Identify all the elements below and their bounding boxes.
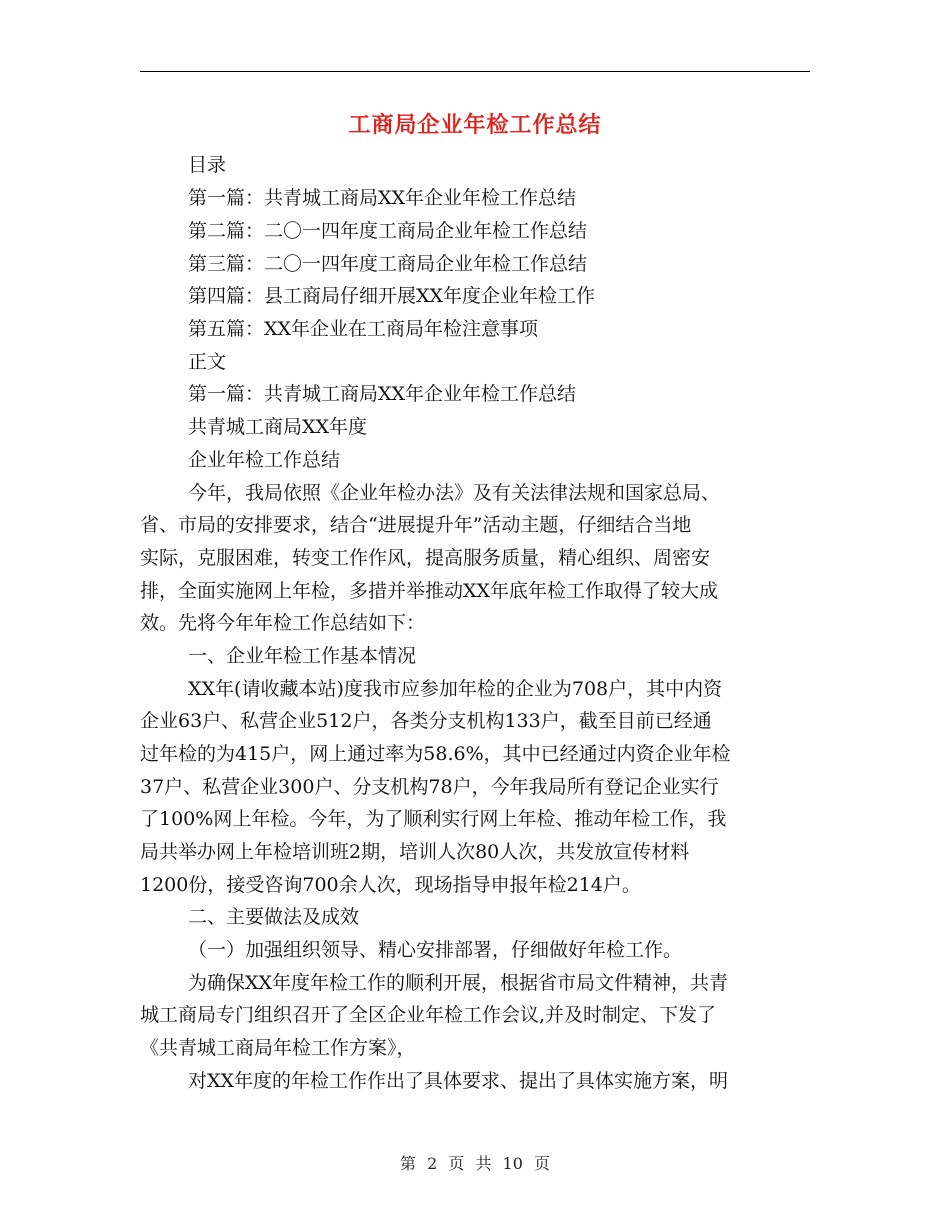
toc-item: 第三篇：二〇一四年度工商局企业年检工作总结	[188, 253, 588, 275]
toc-heading: 目录	[188, 154, 227, 176]
chapter-title: 第一篇：共青城工商局XX年企业年检工作总结	[188, 383, 577, 405]
paragraph-line: 省、市局的安排要求，结合“进展提升年”活动主题，仔细结合当地	[140, 514, 692, 536]
document-title: 工商局企业年检工作总结	[348, 113, 602, 138]
paragraph-line: 实际，克服困难，转变工作作风，提高服务质量，精心组织、周密安	[140, 547, 711, 569]
paragraph-line: 为确保XX年度年检工作的顺利开展，根据省市局文件精神，共青	[188, 972, 729, 994]
paragraph-line: 企业63户、私营企业512户，各类分支机构133户，截至目前已经通	[140, 710, 712, 732]
paragraph-line: 排，全面实施网上年检，多措并举推动XX年底年检工作取得了较大成	[140, 580, 719, 602]
paragraph-line: 城工商局专门组织召开了全区企业年检工作会议,并及时制定、下发了	[140, 1004, 717, 1026]
paragraph-line: 37户、私营企业300户、分支机构78户，今年我局所有登记企业实行	[140, 776, 719, 798]
paragraph-line: XX年(请收藏本站)度我市应参加年检的企业为708户，其中内资	[188, 678, 723, 700]
paragraph-line: 对XX年度的年检工作作出了具体要求、提出了具体实施方案，明	[188, 1070, 729, 1092]
section-heading: 一、企业年检工作基本情况	[188, 645, 417, 667]
paragraph-line: 效。先将今年年检工作总结如下：	[140, 612, 426, 634]
subtitle-line: 共青城工商局XX年度	[188, 416, 368, 438]
paragraph-line: 过年检的为415户，网上通过率为58.6%，其中已经通过内资企业年检	[140, 743, 731, 765]
paragraph-line: 今年，我局依照《企业年检办法》及有关法律法规和国家总局、	[188, 482, 721, 504]
paragraph-line: 《共青城工商局年检工作方案》，	[140, 1037, 416, 1059]
subtitle-line: 企业年检工作总结	[188, 449, 341, 471]
header-rule	[140, 71, 810, 72]
toc-item: 第四篇：县工商局仔细开展XX年度企业年检工作	[188, 285, 596, 307]
page-number: 第 2 页 共 10 页	[400, 1154, 550, 1173]
toc-item: 第二篇：二〇一四年度工商局企业年检工作总结	[188, 220, 588, 242]
toc-item: 第一篇：共青城工商局XX年企业年检工作总结	[188, 187, 577, 209]
paragraph-line: 1200份，接受咨询700余人次，现场指导申报年检214户。	[140, 874, 641, 896]
toc-item: 第五篇：XX年企业在工商局年检注意事项	[188, 318, 539, 340]
section-heading: 二、主要做法及成效	[188, 906, 360, 928]
paragraph-line: 局共举办网上年检培训班2期，培训人次80人次，共发放宣传材料	[140, 841, 690, 863]
subsection-heading: （一）加强组织领导、精心安排部署，仔细做好年检工作。	[188, 939, 683, 961]
body-heading: 正文	[188, 351, 227, 373]
paragraph-line: 了100%网上年检。今年，为了顺利实行网上年检、推动年检工作，我	[140, 808, 727, 830]
